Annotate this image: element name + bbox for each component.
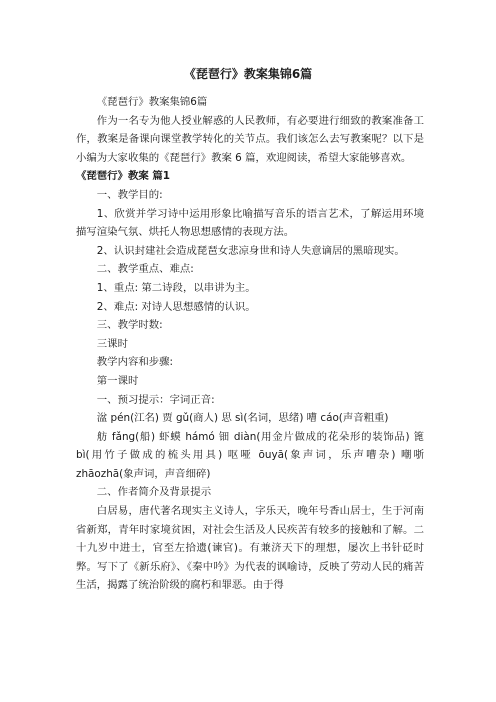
paragraph: 第一课时: [96, 374, 139, 387]
paragraph: 白居易，唐代著名现实主义诗人，字乐天，晚年号香山居士，生于河南省新郑，青年时家境贫困，对社会生活及人民疾苦有较多的接触和了解。二十九岁中进士，官至左拾遗(谏官)。有兼济天下的理想，屡次上书针砭时弊。写下了《新乐府》、《秦中吟》为代表的讽喻诗，反映了劳动人民的痛苦生活，揭露了统治阶级的腐朽和罪恶。由于得: [76, 505, 424, 592]
paragraph: 《琵琶行》教案集锦6篇: [96, 96, 208, 108]
paragraph: 二、作者简介及背景提示: [96, 486, 212, 499]
paragraph: 一、预习提示：字词正音:: [96, 393, 215, 406]
paragraph: 二、教学重点、难点:: [96, 263, 194, 276]
paragraph: 2、难点: 对诗人思想感情的认识。: [96, 300, 256, 313]
paragraph: 三、教学时数:: [96, 319, 163, 332]
paragraph: 1、重点: 第二诗段，以串讲为主。: [96, 281, 256, 294]
paragraph: 作为一名专为他人授业解惑的人民教师，有必要进行细致的教案准备工作，教案是备课向课堂教学转化的关节点。我们该怎么去写教案呢？以下是小编为大家收集的《琵琶行》教案 6 篇，欢迎阅读，希望大家能够喜欢。: [76, 114, 424, 164]
paragraph: 1、欣赏并学习诗中运用形象比喻描写音乐的语言艺术，了解运用环境描写渲染气氛、烘托人物思想感情的表现方法。: [76, 207, 424, 239]
section-heading: 《琵琶行》教案 篇1: [76, 170, 170, 183]
document-title: 《琵琶行》教案集锦6篇: [183, 67, 313, 81]
paragraph: 湓 pén(江名) 贾 gǔ(商人) 思 sì(名词，思绪) 嘈 cáo(声音粗重): [96, 412, 389, 425]
paragraph: 一、教学目的:: [96, 188, 163, 201]
paragraph: 三课时: [96, 337, 128, 350]
paragraph: 舫 fǎng(船) 虾蟆 hámó 钿 diàn(用金片做成的花朵形的装饰品) 篦bì(用竹子做成的梳头用具) 呕哑 ōuyā(象声词，乐声嘈杂) 嘲哳 zhāozhā(象声词，声音细碎): [76, 430, 424, 480]
document-body: [76, 93, 424, 595]
paragraph: 教学内容和步骤:: [96, 356, 174, 369]
paragraph: 2、认识封建社会造成琵琶女悲凉身世和诗人失意谪居的黑暗现实。: [96, 244, 405, 257]
